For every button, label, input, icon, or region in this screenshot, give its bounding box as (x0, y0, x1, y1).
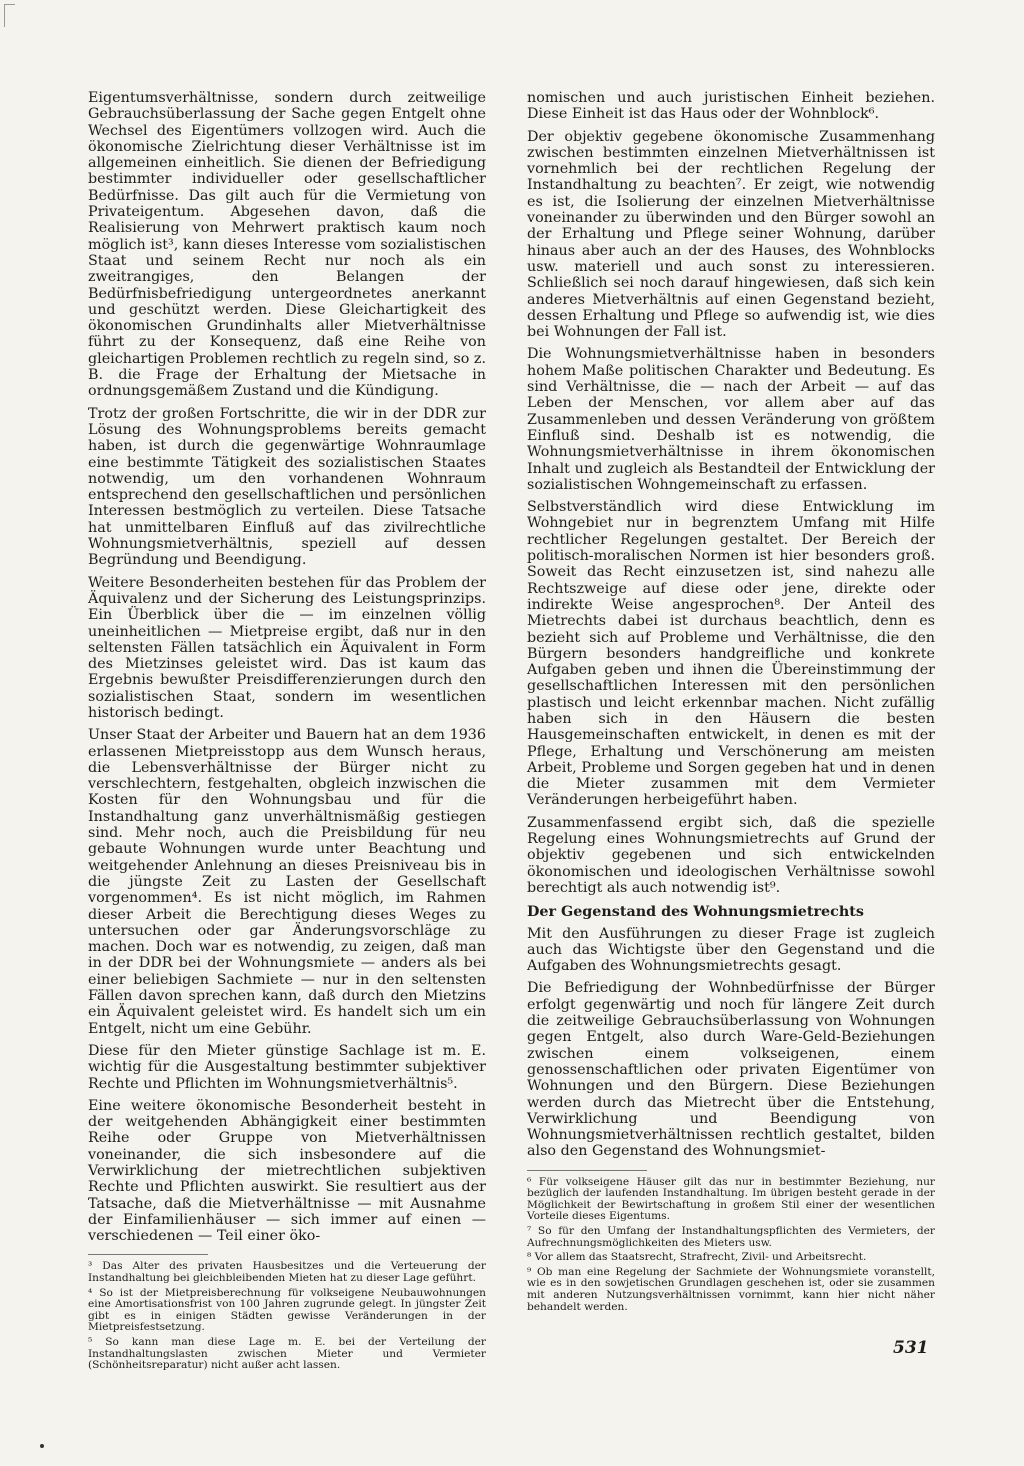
right-paragraph-5: Zusammenfassend ergibt sich, daß die spezielle Regelung eines Wohnungsmietrechts auf Grund der objektiv gegebenen und sich entwickelnden ökonomischen und ideologischen Verhältnisse sowohl berechtigt als auch notwendig ist⁹. (527, 814, 935, 896)
left-paragraph-5: Diese für den Mieter günstige Sachlage ist m. E. wichtig für die Ausgestaltung bestimmter subjektiver Rechte und Pflichten im Wohnungsmietverhältnis⁵. (88, 1042, 486, 1092)
left-paragraph-6: Eine weitere ökonomische Besonderheit besteht in der weitgehenden Abhängigkeit einer bestimmten Reihe oder Gruppe von Mietverhältnissen voneinander, die sich insbesondere auf die Verwirklichung der mietrechtlichen subjektiven Rechte und Pflichten auswirkt. Sie resultiert aus der Tatsache, daß die Mietverhältnisse — mit Ausnahme der Einfamilienhäuser — sich immer auf einen — verschiedenen — Teil einer öko- (88, 1097, 486, 1245)
left-paragraph-2: Trotz der großen Fortschritte, die wir in der DDR zur Lösung des Wohnungsproblems bereits gemacht haben, ist durch die gegenwärtige Wohnraumlage eine bestimmte Tätigkeit des sozialistischen Staates notwendig, um den vorhandenen Wohnraum entsprechend den gesellschaftlichen und persönlichen Interessen bestmöglich zu verteilen. Diese Tatsache hat unmittelbaren Einfluß auf das zivilrechtliche Wohnungsmietverhältnis, speziell auf dessen Begründung und Beendigung. (88, 405, 486, 569)
scan-corner-mark (4, 4, 15, 27)
footnote-separator (527, 1170, 647, 1171)
right-paragraph-6: Mit den Ausführungen zu dieser Frage ist zugleich auch das Wichtigste über den Gegenstand und die Aufgaben des Wohnungsmietrechts gesagt. (527, 925, 935, 975)
left-paragraph-4: Unser Staat der Arbeiter und Bauern hat an dem 1936 erlassenen Mietpreisstopp aus dem Wunsch heraus, die Lebensverhältnisse der Bürger nicht zu verschlechtern, festgehalten, obgleich inzwischen die Kosten für den Wohnungsbau und für die Instandhaltung ganz unverhältnismäßig gestiegen sind. Mehr noch, auch die Preisbildung für neu gebaute Wohnungen wurde unter Beachtung und weitgehender Anlehnung an dieses Preisniveau bis in die jüngste Zeit zu Lasten der Gesellschaft vorgenommen⁴. Es ist nicht möglich, im Rahmen dieser Arbeit die Berechtigung dieses Weges zu untersuchen oder gar Änderungsvorschläge zu machen. Doch war es notwendig, zu zeigen, daß man in der DDR bei der Wohnungsmiete — anders als bei einer beliebigen Sachmiete — nur in den seltensten Fällen davon sprechen kann, daß durch den Mietzins ein Äquivalent geleistet wird. Es handelt sich um ein Entgelt, nicht um eine Gebühr. (88, 727, 486, 1037)
footnote-3: ³ Das Alter des privaten Hausbesitzes und die Verteuerung der Instandhaltung bei gleichbleibenden Mieten hat zu dieser Lage geführt. (88, 1260, 486, 1285)
footnote-4: ⁴ So ist der Mietpreisberechnung für volkseigene Neubauwohnungen eine Amortisationsfrist von 100 Jahren zugrunde gelegt. In jüngster Zeit gibt es in einigen Städten gewisse Veränderungen in der Mietpreisfestsetzung. (88, 1286, 486, 1334)
scan-dot-mark (40, 1444, 44, 1448)
footnote-6: ⁶ Für volkseigene Häuser gilt das nur in bestimmter Beziehung, nur bezüglich der laufenden Instandhaltung. Im übrigen besteht gerade in der Möglichkeit der Bewirtschaftung in großem Stil einer der wesentlichen Vorteile dieses Eigentums. (527, 1175, 935, 1223)
right-paragraph-4: Selbstverständlich wird diese Entwicklung im Wohngebiet nur in begrenztem Umfang mit Hilfe rechtlicher Regelungen gestaltet. Der Bereich der politisch-moralischen Normen ist hier besonders groß. Soweit das Recht einzusetzen ist, sind nahezu alle Rechtszweige auf diese oder jene, direkte oder indirekte Weise angesprochen⁸. Der Anteil des Mietrechts dabei ist durchaus beachtlich, denn es bezieht sich auf Probleme und Verhältnisse, die den Bürgern besonders handgreifliche und konkrete Aufgaben geben und ihnen die Übereinstimmung der gesellschaftlichen Interessen mit den persönlichen plastisch und leicht erkennbar machen. Nicht zufällig haben sich in den Häusern die besten Hausgemeinschaften entwickelt, in denen es mit der Pflege, Erhaltung und Verschönerung am meisten Arbeit, Probleme und Sorgen gegeben hat und in denen die Mieter zusammen mit dem Vermieter Veränderungen herbeigeführt haben. (527, 499, 935, 809)
right-paragraph-7: Die Befriedigung der Wohnbedürfnisse der Bürger erfolgt gegenwärtig und noch für längere Zeit durch die zeitweilige Gebrauchsüberlassung von Wohnungen gegen Entgelt, also durch Ware-Geld-Beziehungen zwischen einem volkseigenen, einem genossenschaftlichen oder privaten Eigentümer von Wohnungen und den Bürgern. Diese Beziehungen werden durch das Mietrecht über die Entstehung, Verwirklichung und Beendigung von Wohnungsmietverhältnissen rechtlich gestaltet, bilden also den Gegenstand des Wohnungsmiet- (527, 980, 935, 1160)
section-heading: Der Gegenstand des Wohnungsmietrechts (527, 904, 864, 921)
left-paragraph-3: Weitere Besonderheiten bestehen für das Problem der Äquivalenz und der Sicherung des Leistungsprinzips. Ein Überblick über die — im einzelnen völlig uneinheitlichen — Mietpreise ergibt, daß nur in den seltensten Fällen tatsächlich ein Äquivalent in Form des Mietzinses geleistet wird. Das ist kaum das Ergebnis bewußter Preisdifferenzierungen durch den sozialistischen Staat, sondern im wesentlichen historisch bedingt. (88, 574, 486, 721)
right-column (527, 90, 935, 1316)
footnote-8: ⁸ Vor allem das Staatsrecht, Strafrecht, Zivil- und Arbeitsrecht. (527, 1251, 867, 1264)
page-number: 531 (893, 1338, 929, 1358)
footnote-7: ⁷ So für den Umfang der Instandhaltungspflichten des Vermieters, der Aufrechnungsmöglichkeiten des Mieters usw. (527, 1225, 935, 1249)
right-paragraph-2: Der objektiv gegebene ökonomische Zusammenhang zwischen bestimmten einzelnen Mietverhältnissen ist vornehmlich bei der rechtlichen Regelung der Instandhaltung zu beachten⁷. Er zeigt, wie notwendig es ist, die Isolierung der einzelnen Mietverhältnisse voneinander zu überwinden und den Bürger sowohl an der Erhaltung und Pflege seiner Wohnung, darüber hinaus aber auch an der des Hauses, des Wohnblocks usw. materiell und auch sonst zu interessieren. Schließlich sei noch darauf hingewiesen, daß sich kein anderes Mietverhältnis auf einen Gegenstand bezieht, dessen Erhaltung und Pflege so aufwendig ist, wie dies bei Wohnungen der Fall ist. (527, 128, 935, 341)
left-column (88, 90, 486, 1375)
footnote-5: ⁵ So kann man diese Lage m. E. bei der Verteilung der Instandhaltungslasten zwischen Mieter und Vermieter (Schönheitsreparatur) nicht außer acht lassen. (88, 1336, 486, 1372)
footnote-9: ⁹ Ob man eine Regelung der Sachmiete der Wohnungsmiete voranstellt, wie es in den sowjetischen Grundlagen geschehen ist, oder sie zusammen mit anderen Nutzungsverhältnissen vornimmt, kann hier nicht näher behandelt werden. (527, 1265, 935, 1313)
right-paragraph-1: nomischen und auch juristischen Einheit beziehen. Diese Einheit ist das Haus oder der Wohnblock⁶. (527, 90, 935, 123)
left-paragraph-1: Eigentumsverhältnisse, sondern durch zeitweilige Gebrauchsüberlassung der Sache gegen Entgelt ohne Wechsel des Eigentümers vollzogen wird. Auch die ökonomische Zielrichtung dieser Verhältnisse ist im allgemeinen einheitlich. Sie dienen der Befriedigung bestimmter individueller oder gesellschaftlicher Bedürfnisse. Das gilt auch für die Vermietung von Privateigentum. Abgesehen davon, daß die Realisierung von Mehrwert praktisch kaum noch möglich ist³, kann dieses Interesse vom sozialistischen Staat und seinem Recht nur noch als ein zweitrangiges, den Belangen der Bedürfnisbefriedigung untergeordnetes anerkannt und geschützt werden. Diese Gleichartigkeit des ökonomischen Grundinhalts aller Mietverhältnisse führt zu der Konsequenz, daß eine Reihe von gleichartigen Problemen rechtlich zu regeln sind, so z. B. die Frage der Erhaltung der Mietsache in ordnungsgemäßem Zustand und die Kündigung. (88, 90, 486, 400)
right-paragraph-3: Die Wohnungsmietverhältnisse haben in besonders hohem Maße politischen Charakter und Bedeutung. Es sind Verhältnisse, die — nach der Arbeit — auf das Leben der Menschen, vor allem aber auf das Zusammenleben und dessen Veränderung von größtem Einfluß sind. Deshalb ist es notwendig, die Wohnungsmietverhältnisse in ihrem ökonomischen Inhalt und zugleich als Bestandteil der Entwicklung der sozialistischen Wohngemeinschaft zu erfassen. (527, 346, 935, 493)
footnote-separator (88, 1254, 208, 1255)
